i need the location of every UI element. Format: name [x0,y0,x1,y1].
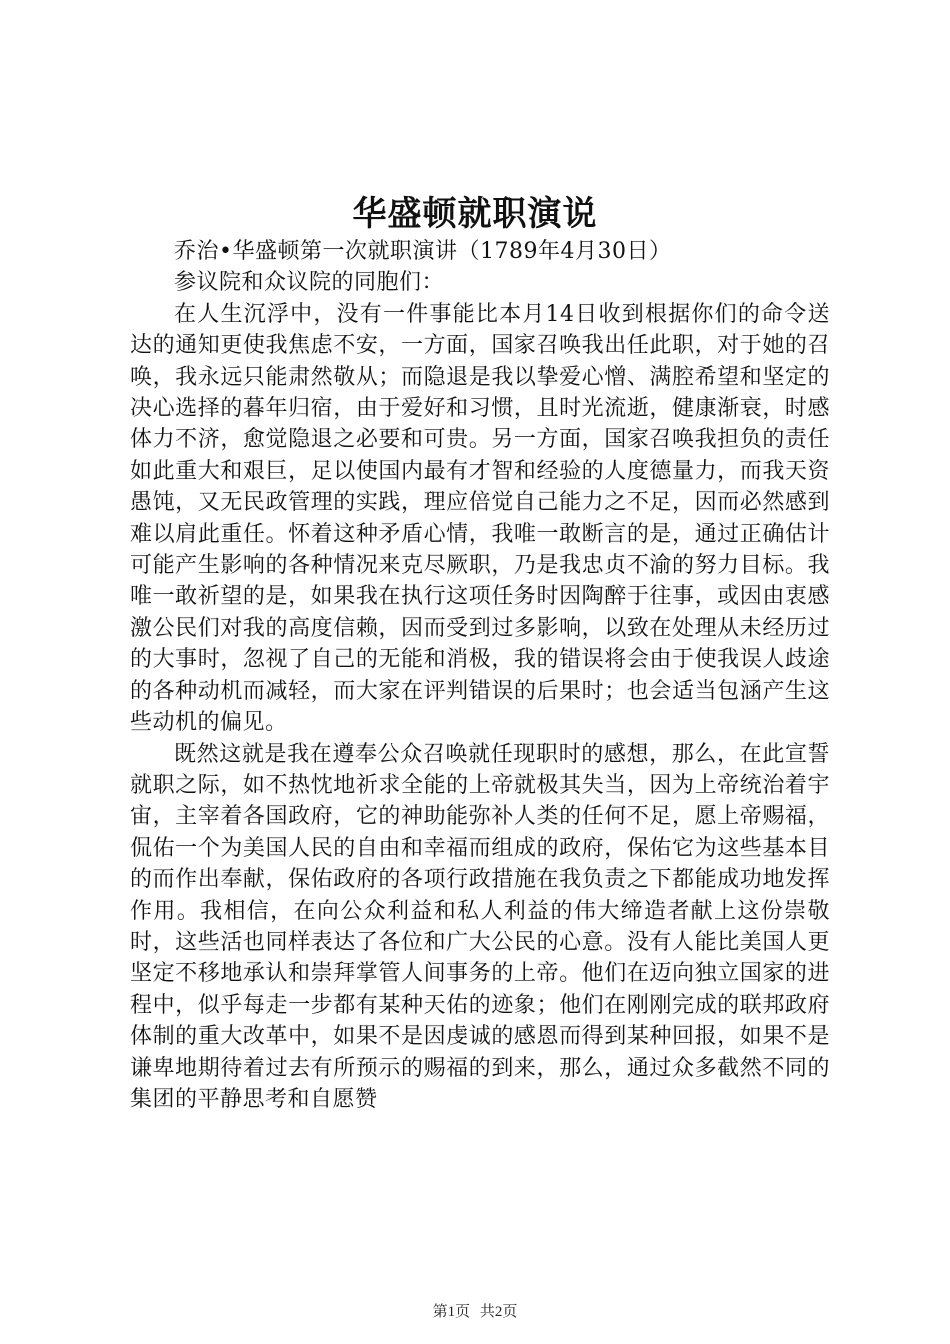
subtitle-line: 乔治•华盛顿第一次就职演讲（1789年4月30日） [174,239,672,264]
body-paragraph: 在人生沉浮中，没有一件事能比本月14日收到根据你们的命令送达的通知更使我焦虑不安，一方面，国家召唤我出任此职，对于她的召唤，我永远只能肃然敬从；而隐退是我以挚爱心憎、满腔希望和坚定的决心选择的暮年归宿，由于爱好和习惯，且时光流逝，健康渐衰，时感体力不济，愈觉隐退之必要和可贵。另一方面，国家召唤我担负的责任如此重大和艰巨，足以使国内最有才智和经验的人度德量力，而我天资愚饨，又无民政管理的实践，理应倍觉自己能力之不足，因而必然感到难以肩此重任。怀着这种矛盾心情，我唯一敢断言的是，通过正确估计可能产生影响的各种情况来克尽厥职，乃是我忠贞不渝的努力目标。我唯一敢祈望的是，如果我在执行这项任务时因陶醉于往事，或因由衷感激公民们对我的高度信赖，因而受到过多影响，以致在处理从未经历过的大事时，忽视了自己的无能和消极，我的错误将会由于使我误人歧途的各种动机而减轻，而大家在评判错误的后果时；也会适当包涵产生这些动机的偏见。 [130,301,830,736]
page-number: 第1页 [432,1304,471,1320]
body-paragraph: 既然这就是我在遵奉公众召唤就任现职时的感想，那么，在此宣誓就职之际，如不热忱地祈求全能的上帝就极其失当，因为上帝统治着宇宙，主宰着各国政府，它的神助能弥补人类的任何不足，愿上帝赐福，侃佑一个为美国人民的自由和幸福而组成的政府，保佑它为这些基本目的而作出奉献，保佑政府的各项行政措施在我负责之下都能成功地发挥作用。我相信，在向公众利益和私人利益的伟大缔造者献上这份崇敬时，这些活也同样表达了各位和广大公民的心意。没有人能比美国人更坚定不移地承认和崇拜掌管人间事务的上帝。他们在迈向独立国家的进程中，似乎每走一步都有某种天佑的迹象；他们在刚刚完成的联邦政府体制的重大改革中，如果不是因虔诚的感恩而得到某种回报，如果不是谦卑地期待着过去有所预示的赐福的到来，那么，通过众多截然不同的集团的平静思考和自愿赞 [130,741,830,1112]
document-body [130,236,830,1115]
page-footer [0,1300,950,1321]
salutation-line: 参议院和众议院的同胞们： [174,270,445,296]
page-total: 共2页 [479,1304,518,1320]
document-title: 华盛顿就职演说 [352,194,598,234]
